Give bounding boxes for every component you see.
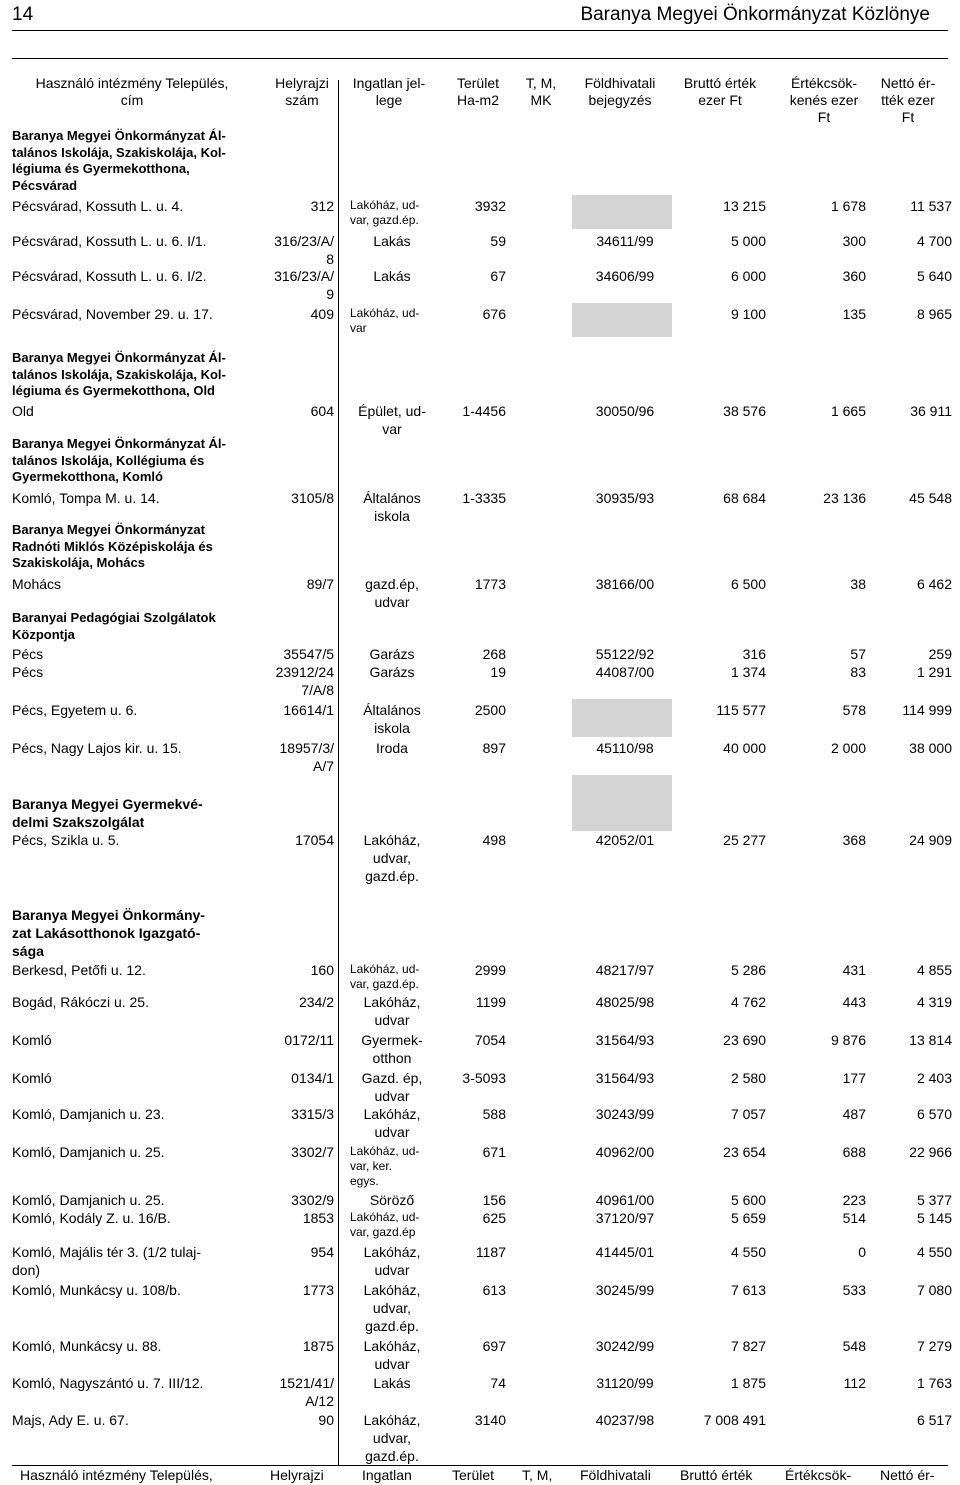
row-area: 676: [482, 306, 506, 322]
row-net: 5 377: [916, 1192, 952, 1208]
row-net: 24 909: [909, 832, 952, 848]
row-hrsz: 312: [310, 198, 334, 214]
row-hrsz: 3302/9: [291, 1192, 334, 1208]
row-location: Pécs: [12, 646, 44, 662]
row-registry: 34611/99: [596, 233, 654, 249]
row-registry: 30242/99: [595, 1338, 655, 1354]
row-registry: 48217/97: [595, 962, 655, 978]
group-heading: Baranya Megyei Önkormányzat Ál- talános Iskolája, Szakiskolája, Kol- légiuma és Gyermekotthona, Old: [12, 350, 226, 398]
group-heading: Baranyai Pedagógiai Szolgálatok Központja: [12, 610, 216, 642]
row-gross: 5 286: [730, 962, 766, 978]
row-net: 7 279: [916, 1338, 952, 1354]
row-gross: 6 500: [730, 576, 766, 592]
row-hrsz: 316/23/A/ 9: [274, 268, 334, 302]
row-gross: 7 008 491: [703, 1412, 766, 1428]
footer-rule: [12, 1465, 948, 1466]
row-registry: 40961/00: [595, 1192, 655, 1208]
row-area: 59: [490, 233, 506, 249]
row-gross: 115 577: [716, 702, 766, 718]
row-gross: 68 684: [723, 490, 766, 506]
row-net: 6 570: [916, 1106, 952, 1122]
column-header: Nettó ér- tték ezer Ft: [880, 75, 936, 125]
row-type: Épület, ud- var: [358, 403, 426, 437]
row-gross: 6 000: [730, 268, 766, 284]
row-area: 7054: [474, 1032, 506, 1048]
row-gross: 4 762: [730, 994, 766, 1010]
footer-column-header: Helyrajzi: [270, 1467, 324, 1483]
group-heading: Baranya Megyei Gyermekvé- delmi Szakszolgálat: [12, 796, 203, 830]
row-depreciation: 443: [842, 994, 866, 1010]
row-gross: 7 827: [730, 1338, 766, 1354]
row-hrsz: 604: [310, 403, 334, 419]
column-header: Értékcsök- kenés ezer Ft: [789, 75, 859, 125]
row-net: 4 855: [916, 962, 952, 978]
row-hrsz: 409: [310, 306, 334, 322]
row-net: 5 145: [916, 1210, 952, 1226]
row-registry: 41445/01: [595, 1244, 655, 1260]
group-heading: Baranya Megyei Önkormányzat Ál- talános Iskolája, Kollégiuma és Gyermekotthona, Komló: [12, 436, 226, 484]
row-area: 2999: [474, 962, 506, 978]
row-registry: 30935/93: [595, 490, 655, 506]
row-area: 1187: [475, 1244, 506, 1260]
row-type: Lakóház, udvar: [363, 1338, 421, 1372]
column-header: Terület Ha-m2: [456, 75, 500, 108]
row-depreciation: 300: [842, 233, 866, 249]
row-gross: 7 613: [730, 1282, 766, 1298]
row-depreciation: 514: [842, 1210, 866, 1226]
row-registry: 30243/99: [595, 1106, 655, 1122]
group-heading: Baranya Megyei Önkormányzat Radnóti Miklós Középiskolája és Szakiskolája, Mohács: [12, 522, 213, 570]
row-type: Gazd. ép, udvar: [361, 1070, 423, 1104]
row-gross: 40 000: [723, 740, 766, 756]
row-type: Lakóház, ud- var, ker. egys.: [350, 1144, 420, 1188]
row-area: 74: [490, 1375, 506, 1391]
empty-registry-shade: [572, 303, 672, 337]
row-hrsz: 3302/7: [291, 1144, 334, 1160]
row-location: Pécsvárad, Kossuth L. u. 6. I/1.: [12, 233, 207, 249]
row-type: Lakóház, ud- var, gazd.ép.: [350, 962, 420, 991]
row-registry: 30245/99: [595, 1282, 655, 1298]
empty-registry-shade: [572, 195, 672, 229]
row-net: 259: [928, 646, 952, 662]
row-type: Általános iskola: [363, 702, 421, 736]
footer-column-header: Terület: [452, 1467, 495, 1483]
row-hrsz: 90: [318, 1412, 334, 1428]
row-area: 498: [482, 832, 506, 848]
group-heading: Baranya Megyei Önkormányzat Ál- talános Iskolája, Szakiskolája, Kol- légiuma és Gyermekotthona, Pécsvárad: [12, 128, 226, 193]
row-net: 6 517: [916, 1412, 952, 1428]
row-gross: 13 215: [723, 198, 766, 214]
row-type: Lakóház, ud- var: [350, 306, 420, 335]
row-registry: 30050/96: [595, 403, 655, 419]
row-location: Komló, Kodály Z. u. 16/B.: [12, 1210, 171, 1226]
row-gross: 23 690: [723, 1032, 766, 1048]
row-hrsz: 316/23/A/ 8: [274, 233, 334, 267]
row-depreciation: 135: [842, 306, 866, 322]
row-area: 3-5093: [462, 1070, 506, 1086]
row-hrsz: 234/2: [298, 994, 334, 1010]
row-area: 268: [482, 646, 506, 662]
row-depreciation: 9 876: [830, 1032, 866, 1048]
column-header: Ingatlan jel- lege: [352, 75, 426, 108]
row-net: 4 700: [916, 233, 952, 249]
footer-column-header: Földhivatali: [580, 1467, 651, 1483]
group-heading: Baranya Megyei Önkormány- zat Lakásotthonok Igazgató- sága: [12, 907, 205, 959]
row-hrsz: 3105/8: [291, 490, 334, 506]
row-location: Pécsvárad, Kossuth L. u. 6. I/2.: [12, 268, 207, 284]
row-location: Mohács: [12, 576, 62, 592]
row-type: Lakás: [373, 268, 411, 284]
row-gross: 316: [742, 646, 766, 662]
row-type: gazd.ép, udvar: [365, 576, 419, 610]
row-area: 3140: [474, 1412, 506, 1428]
row-net: 13 814: [909, 1032, 952, 1048]
row-net: 4 319: [916, 994, 952, 1010]
row-location: Bogád, Rákóczi u. 25.: [12, 994, 149, 1010]
row-type: Lakóház, ud- var, gazd.ép.: [350, 198, 420, 227]
row-location: Pécs, Nagy Lajos kir. u. 15.: [12, 740, 182, 756]
row-depreciation: 23 136: [823, 490, 866, 506]
row-depreciation: 112: [843, 1375, 866, 1391]
row-registry: 45110/98: [596, 740, 654, 756]
row-location: Pécsvárad, Kossuth L. u. 4.: [12, 198, 184, 214]
row-location: Komló, Majális tér 3. (1/2 tulaj- don): [12, 1244, 202, 1278]
row-gross: 7 057: [730, 1106, 766, 1122]
footer-column-header: Bruttó érték: [680, 1467, 753, 1483]
row-type: Lakóház, ud- var, gazd.ép: [350, 1210, 420, 1239]
row-depreciation: 360: [842, 268, 866, 284]
row-gross: 25 277: [723, 832, 766, 848]
row-hrsz: 1773: [302, 1282, 334, 1298]
row-registry: 44087/00: [595, 664, 655, 680]
row-depreciation: 548: [842, 1338, 866, 1354]
row-area: 1-4456: [462, 403, 506, 419]
page-number: 14: [12, 4, 34, 25]
row-hrsz: 0134/1: [291, 1070, 334, 1086]
column-header: Helyrajzi szám: [275, 75, 329, 108]
row-gross: 38 576: [723, 403, 766, 419]
row-registry: 55122/92: [595, 646, 655, 662]
row-gross: 5 659: [730, 1210, 766, 1226]
row-gross: 9 100: [730, 306, 766, 322]
row-type: Iroda: [376, 740, 408, 756]
row-depreciation: 223: [842, 1192, 866, 1208]
row-hrsz: 954: [310, 1244, 334, 1260]
empty-registry-shade: [572, 699, 672, 737]
row-hrsz: 16614/1: [283, 702, 334, 718]
row-type: Lakóház, udvar: [363, 1244, 421, 1278]
row-registry: 31564/93: [595, 1070, 655, 1086]
row-hrsz: 3315/3: [291, 1106, 334, 1122]
column-header: Bruttó érték ezer Ft: [683, 75, 757, 108]
row-net: 8 965: [916, 306, 952, 322]
footer-column-header: T, M,: [522, 1467, 553, 1483]
row-area: 613: [482, 1282, 506, 1298]
row-gross: 4 550: [730, 1244, 766, 1260]
row-location: Komló, Nagyszántó u. 7. III/12.: [12, 1375, 204, 1391]
row-depreciation: 177: [842, 1070, 866, 1086]
row-type: Lakás: [373, 233, 411, 249]
row-hrsz: 17054: [295, 832, 334, 848]
column-header: Földhivatali bejegyzés: [584, 75, 656, 108]
row-area: 897: [482, 740, 506, 756]
row-area: 625: [482, 1210, 506, 1226]
row-area: 588: [482, 1106, 506, 1122]
row-depreciation: 688: [842, 1144, 866, 1160]
row-type: Lakóház, udvar, gazd.ép.: [363, 1282, 421, 1334]
row-registry: 48025/98: [595, 994, 655, 1010]
row-registry: 40237/98: [595, 1412, 655, 1428]
row-area: 1199: [475, 994, 506, 1010]
row-registry: 38166/00: [595, 576, 655, 592]
row-net: 4 550: [916, 1244, 952, 1260]
row-area: 1-3335: [462, 490, 506, 506]
row-location: Majs, Ady E. u. 67.: [12, 1412, 129, 1428]
row-location: Pécs, Egyetem u. 6.: [12, 702, 138, 718]
row-depreciation: 578: [842, 702, 866, 718]
row-type: Gyermek- otthon: [361, 1032, 423, 1066]
row-hrsz: 89/7: [306, 576, 334, 592]
column-header: T, M, MK: [525, 75, 557, 108]
row-gross: 5 000: [730, 233, 766, 249]
row-location: Pécsvárad, November 29. u. 17.: [12, 306, 213, 322]
row-area: 19: [490, 664, 506, 680]
publication-title: Baranya Megyei Önkormányzat Közlönye: [580, 4, 930, 25]
row-type: Garázs: [369, 664, 415, 680]
row-area: 67: [490, 268, 506, 284]
row-location: Komló, Munkácsy u. 88.: [12, 1338, 162, 1354]
row-net: 36 911: [910, 403, 952, 419]
row-net: 45 548: [909, 490, 952, 506]
row-location: Komló: [12, 1070, 52, 1086]
row-area: 671: [482, 1144, 506, 1160]
column-divider: [338, 80, 339, 1465]
row-net: 114 999: [902, 702, 952, 718]
row-net: 1 291: [916, 664, 952, 680]
row-area: 1773: [474, 576, 506, 592]
row-net: 22 966: [909, 1144, 952, 1160]
row-area: 156: [482, 1192, 506, 1208]
row-location: Komló, Damjanich u. 23.: [12, 1106, 165, 1122]
row-location: Komló: [12, 1032, 52, 1048]
row-net: 38 000: [909, 740, 952, 756]
page-header: [12, 0, 948, 31]
empty-registry-shade: [572, 775, 672, 831]
row-depreciation: 1 665: [830, 403, 866, 419]
row-registry: 31120/99: [596, 1375, 654, 1391]
row-hrsz: 23912/24 7/A/8: [275, 664, 334, 698]
row-depreciation: 533: [842, 1282, 866, 1298]
row-location: Komló, Munkácsy u. 108/b.: [12, 1282, 181, 1298]
row-hrsz: 1521/41/ A/12: [279, 1375, 334, 1409]
row-registry: 31564/93: [595, 1032, 655, 1048]
row-registry: 37120/97: [595, 1210, 655, 1226]
row-gross: 23 654: [723, 1144, 766, 1160]
row-type: Lakóház, udvar, gazd.ép.: [363, 1412, 421, 1464]
row-type: Garázs: [369, 646, 415, 662]
row-depreciation: 83: [850, 664, 866, 680]
row-hrsz: 1875: [302, 1338, 334, 1354]
row-net: 7 080: [916, 1282, 952, 1298]
row-depreciation: 57: [850, 646, 866, 662]
row-hrsz: 35547/5: [283, 646, 334, 662]
row-depreciation: 1 678: [830, 198, 866, 214]
row-location: Berkesd, Petőfi u. 12.: [12, 962, 146, 978]
row-registry: 40962/00: [595, 1144, 655, 1160]
row-registry: 42052/01: [595, 832, 655, 848]
row-hrsz: 1853: [302, 1210, 334, 1226]
row-net: 2 403: [916, 1070, 952, 1086]
row-type: Lakás: [373, 1375, 411, 1391]
row-gross: 1 875: [730, 1375, 766, 1391]
row-depreciation: 368: [842, 832, 866, 848]
row-net: 5 640: [916, 268, 952, 284]
row-location: Komló, Tompa M. u. 14.: [12, 490, 160, 506]
row-hrsz: 0172/11: [284, 1032, 334, 1048]
row-gross: 5 600: [730, 1192, 766, 1208]
footer-column-header: Használó intézmény Település,: [20, 1467, 213, 1483]
row-gross: 2 580: [730, 1070, 766, 1086]
row-gross: 1 374: [730, 664, 766, 680]
row-location: Old: [12, 403, 34, 419]
row-type: Általános iskola: [363, 490, 421, 524]
row-location: Komló, Damjanich u. 25.: [12, 1144, 165, 1160]
row-depreciation: 487: [842, 1106, 866, 1122]
header-rule: [12, 58, 948, 59]
row-hrsz: 160: [310, 962, 334, 978]
row-depreciation: 38: [850, 576, 866, 592]
row-registry: 34606/99: [595, 268, 655, 284]
row-type: Söröző: [369, 1192, 415, 1208]
row-area: 697: [482, 1338, 506, 1354]
row-location: Pécs, Szikla u. 5.: [12, 832, 120, 848]
column-header: Használó intézmény Település, cím: [35, 75, 229, 108]
row-area: 3932: [474, 198, 506, 214]
row-depreciation: 431: [842, 962, 866, 978]
row-net: 11 537: [910, 198, 952, 214]
row-type: Lakóház, udvar: [363, 1106, 421, 1140]
footer-column-header: Ingatlan: [362, 1467, 412, 1483]
footer-column-header: Értékcsök-: [785, 1467, 852, 1483]
row-hrsz: 18957/3/ A/7: [279, 740, 334, 774]
row-depreciation: 0: [858, 1244, 866, 1260]
row-depreciation: 2 000: [830, 740, 866, 756]
row-net: 6 462: [916, 576, 952, 592]
row-type: Lakóház, udvar, gazd.ép.: [363, 832, 421, 884]
footer-column-header: Nettó ér-: [880, 1467, 935, 1483]
row-location: Komló, Damjanich u. 25.: [12, 1192, 165, 1208]
row-net: 1 763: [916, 1375, 952, 1391]
row-type: Lakóház, udvar: [363, 994, 421, 1028]
row-location: Pécs: [12, 664, 44, 680]
row-area: 2500: [474, 702, 506, 718]
